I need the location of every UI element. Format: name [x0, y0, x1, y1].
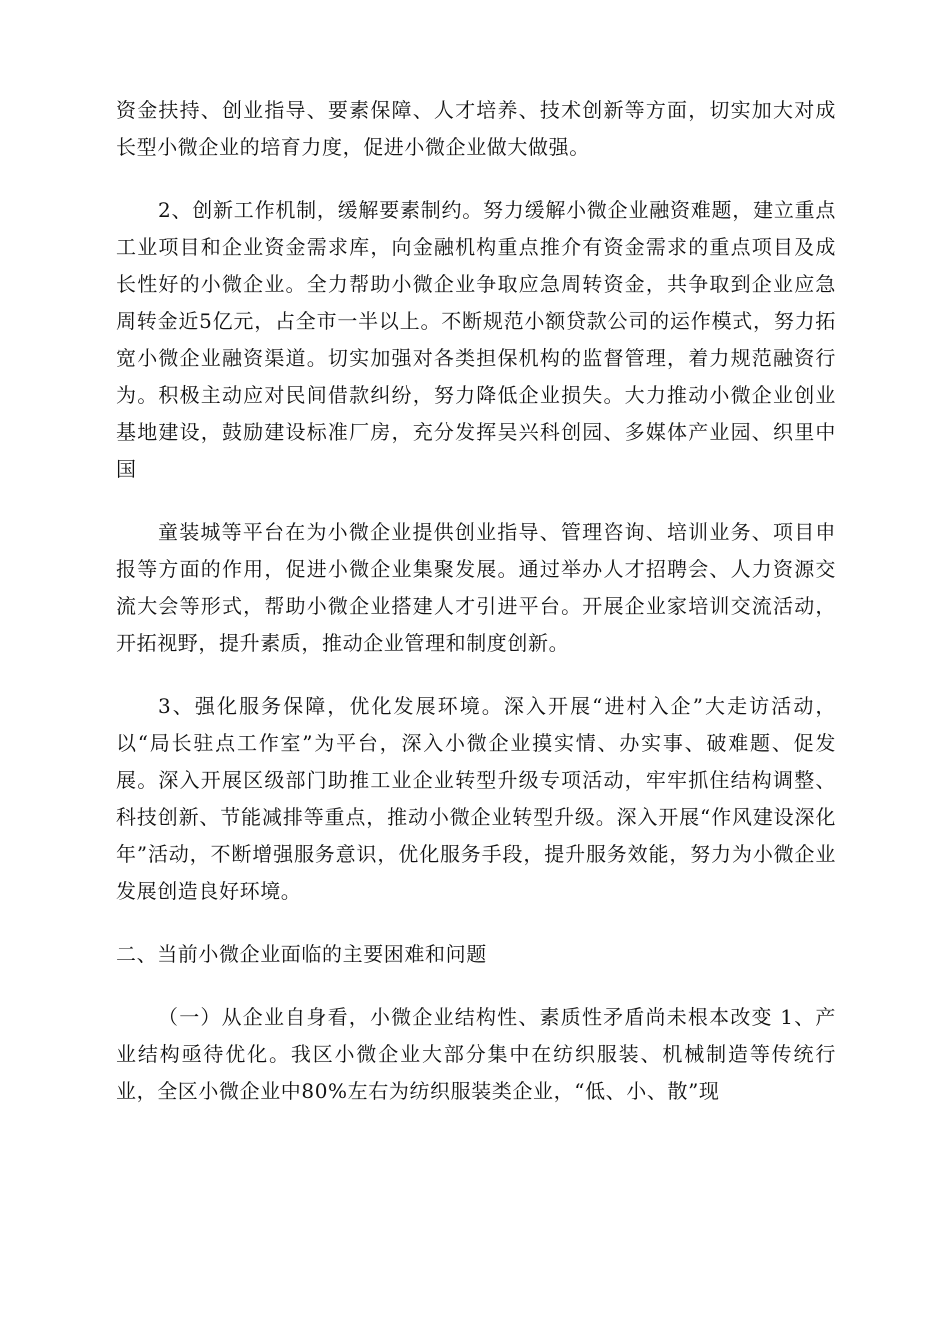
paragraph-continuation: 资金扶持、创业指导、要素保障、人才培养、技术创新等方面，切实加大对成长型小微企业的培育力度，促进小微企业做大做强。 — [116, 98, 836, 159]
document-body — [116, 92, 836, 1136]
paragraph-item-3: 3、强化服务保障，优化发展环境。深入开展“进村入企”大走访活动，以“局长驻点工作室”为平台，深入小微企业摸实情、办实事、破难题、促发展。深入开展区级部门助推工业企业转型升级专项活动，牢牢抓住结构调整、科技创新、节能减排等重点，推动小微企业转型升级。深入开展“作风建设深化年”活动，不断增强服务意识，优化服务手段，提升服务效能，努力为小微企业发展创造良好环境。 — [116, 694, 836, 903]
paragraph-item-2: 2、创新工作机制，缓解要素制约。努力缓解小微企业融资难题，建立重点工业项目和企业资金需求库，向金融机构重点推介有资金需求的重点项目及成长性好的小微企业。全力帮助小微企业争取应急周转资金，共争取到企业应急周转金近5亿元，占全市一半以上。不断规范小额贷款公司的运作模式，努力拓宽小微企业融资渠道。切实加强对各类担保机构的监督管理，着力规范融资行为。积极主动应对民间借款纠纷，努力降低企业损失。大力推动小微企业创业基地建设，鼓励建设标准厂房，充分发挥吴兴科创园、多媒体产业园、织里中国 — [116, 198, 836, 481]
section-heading: 二、当前小微企业面临的主要困难和问题 — [116, 942, 487, 966]
paragraph-item-2-continued: 童装城等平台在为小微企业提供创业指导、管理咨询、培训业务、项目申报等方面的作用，促进小微企业集聚发展。通过举办人才招聘会、人力资源交流大会等形式，帮助小微企业搭建人才引进平台。开展企业家培训交流活动，开拓视野，提升素质，推动企业管理和制度创新。 — [116, 520, 836, 655]
paragraph-subsection-1: （一）从企业自身看，小微企业结构性、素质性矛盾尚未根本改变 1、产业结构亟待优化。我区小微企业大部分集中在纺织服装、机械制造等传统行业，全区小微企业中80%左右为纺织服装类企业，“低、小、散”现 — [116, 1005, 836, 1103]
